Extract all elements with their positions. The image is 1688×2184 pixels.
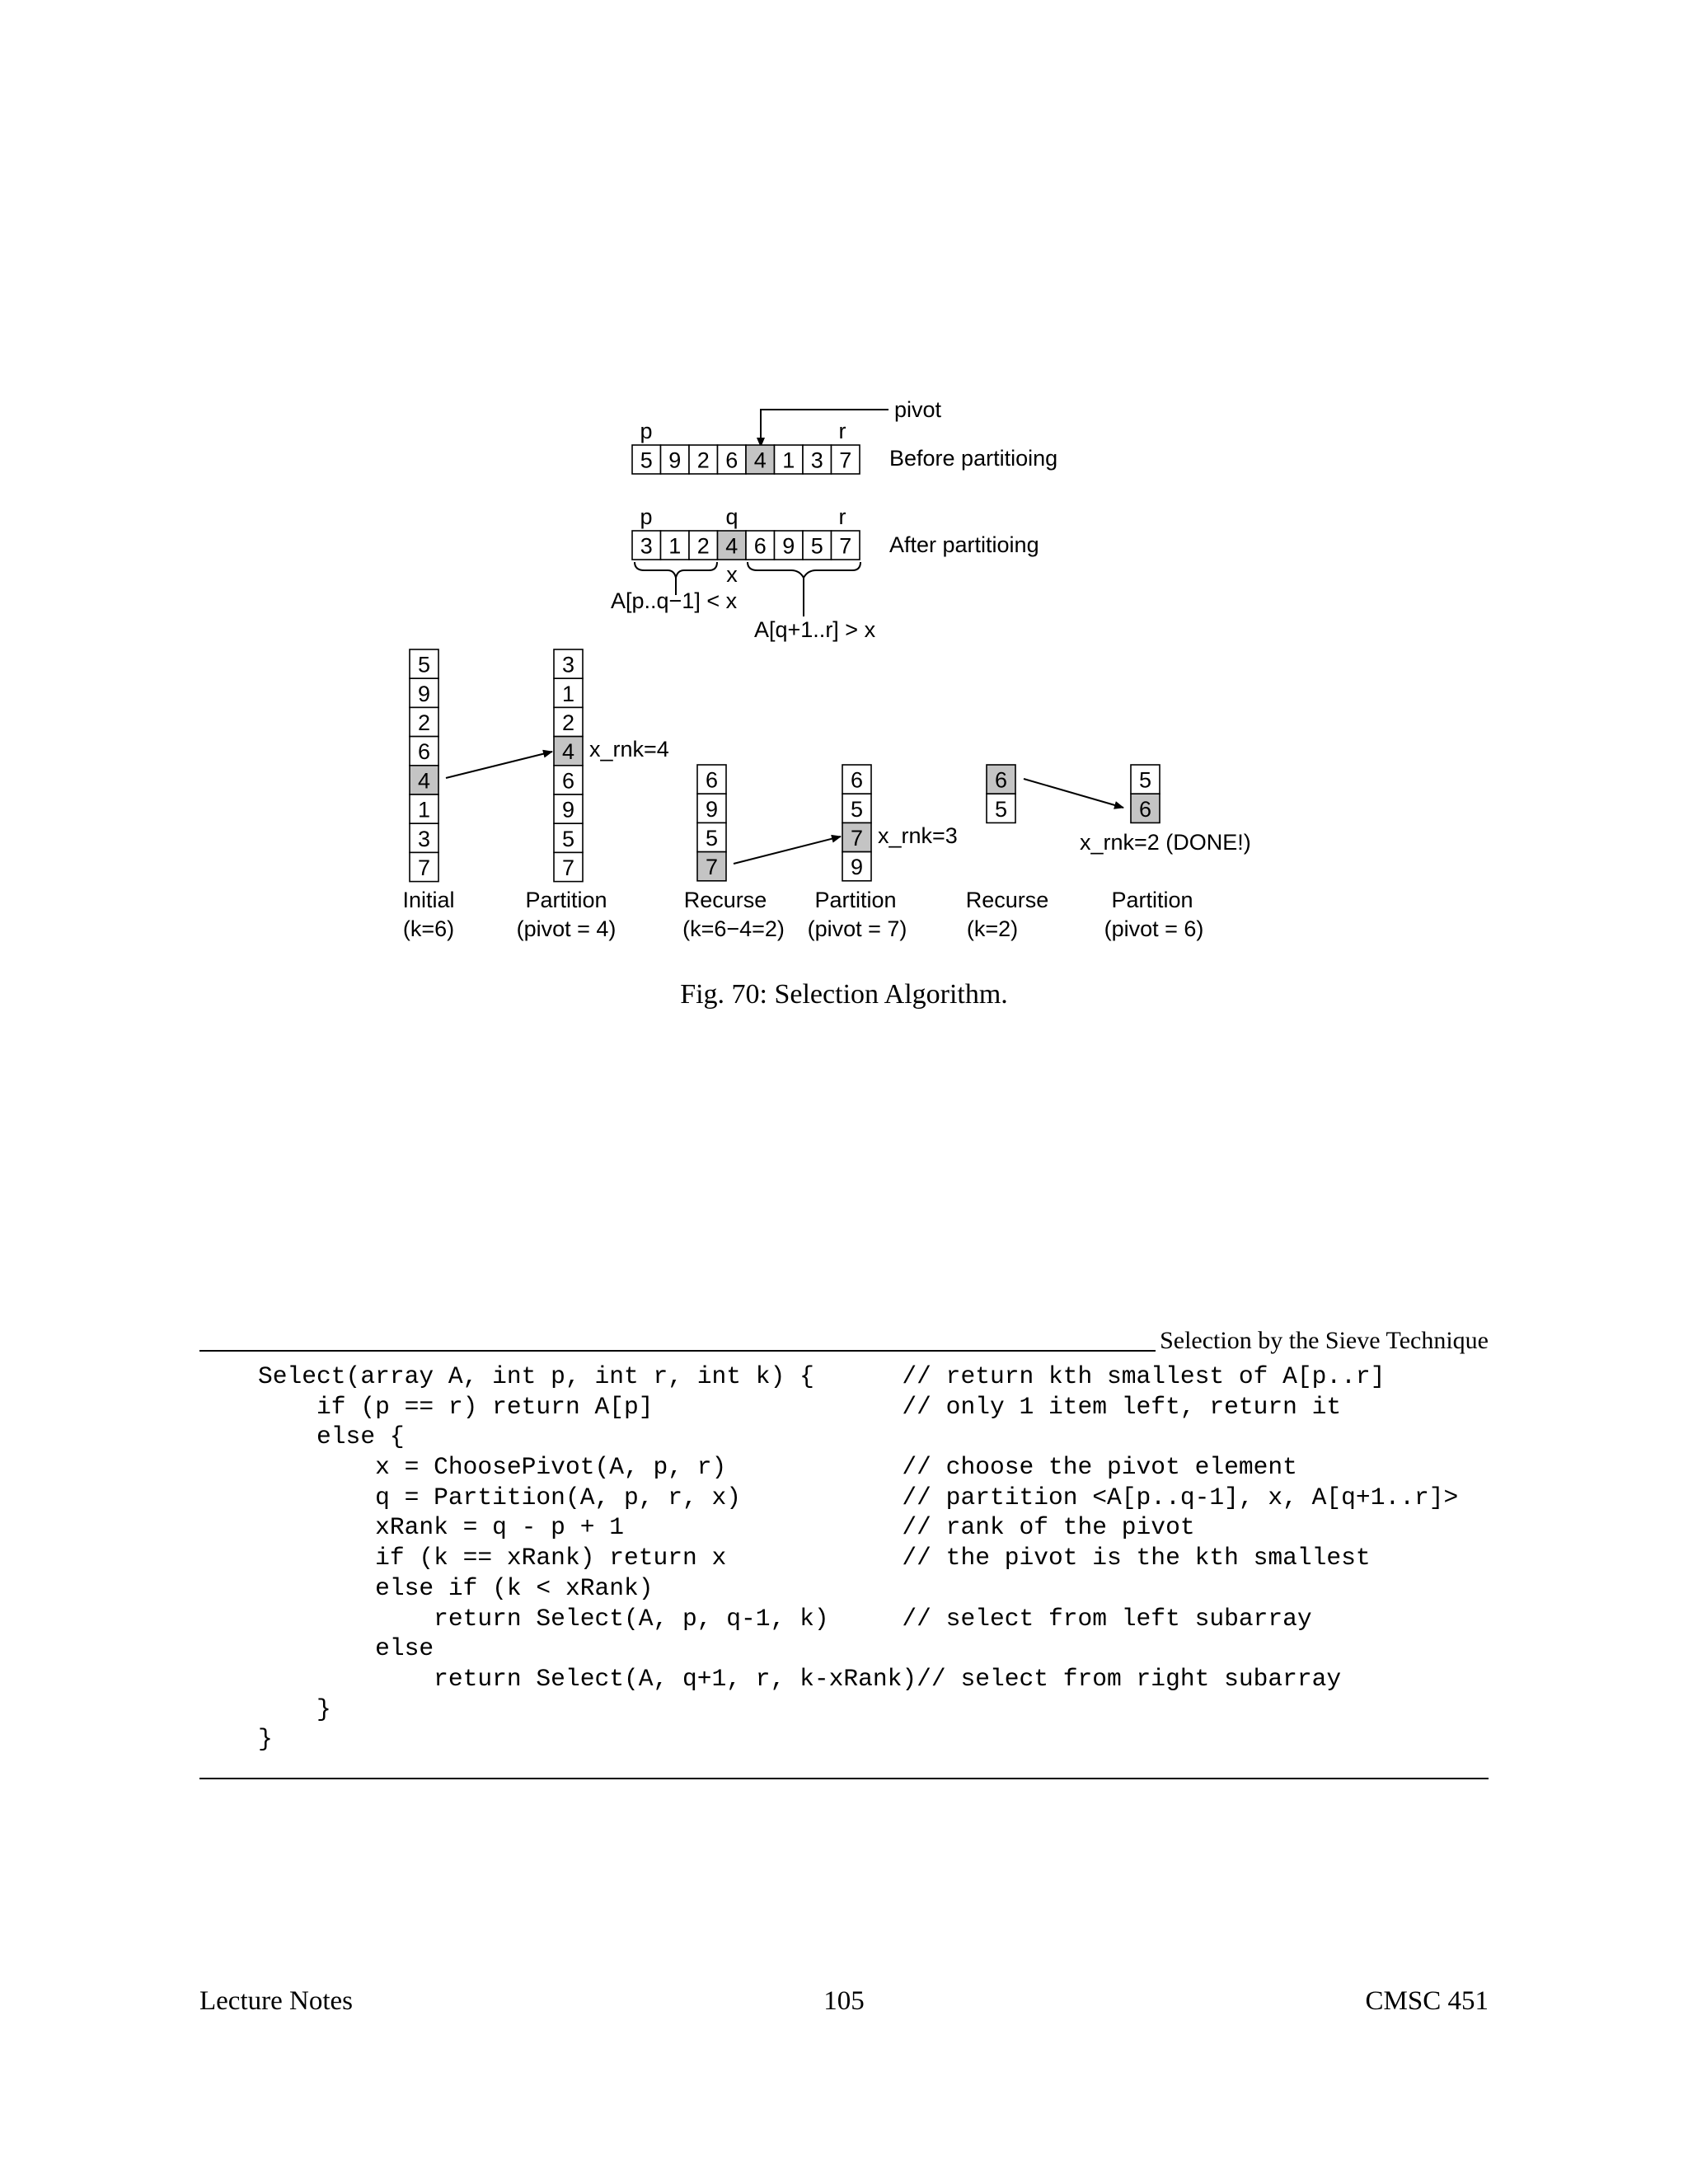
mid-r-label: r bbox=[838, 504, 846, 529]
array-before-partition bbox=[632, 445, 860, 474]
label-recurse-1-k: (k=6−4=2) bbox=[682, 916, 785, 941]
code-line: if (k == xRank) return x // the pivot is the kth smallest bbox=[258, 1544, 1371, 1572]
column-partition-pivot-6 bbox=[1131, 765, 1160, 823]
column-partition-pivot-7 bbox=[842, 765, 871, 881]
label-initial-k: (k=6) bbox=[402, 916, 455, 941]
x-rank-note-3: x_rnk=3 bbox=[878, 823, 958, 848]
column-cell: 7 bbox=[417, 855, 431, 880]
selection-algorithm-figure bbox=[0, 0, 1688, 1071]
label-initial: Initial bbox=[402, 888, 455, 912]
column-cell: 7 bbox=[561, 855, 575, 880]
right-subarray-label: A[q+1..r] > x bbox=[754, 617, 876, 642]
array-cell: 6 bbox=[725, 448, 738, 473]
label-partition-3-pivot: (pivot = 6) bbox=[1104, 916, 1204, 941]
column-cell: 6 bbox=[994, 767, 1008, 793]
array-cell: 5 bbox=[640, 448, 653, 473]
column-cell: 9 bbox=[705, 796, 719, 822]
array-cell: 4 bbox=[725, 533, 738, 559]
pivot-pointer-arrow bbox=[761, 410, 889, 447]
array-cell: 4 bbox=[753, 448, 767, 473]
column-cell: 4 bbox=[417, 768, 431, 794]
figure-caption: Fig. 70: Selection Algorithm. bbox=[680, 979, 1008, 1010]
column-cell: 5 bbox=[994, 796, 1008, 822]
after-partition-caption: After partitioing bbox=[889, 532, 1039, 557]
before-partition-caption: Before partitioing bbox=[889, 446, 1058, 471]
mid-p-label: p bbox=[640, 504, 653, 529]
code-line: else { bbox=[258, 1422, 405, 1451]
label-recurse-2: Recurse bbox=[965, 888, 1049, 912]
column-cell: 6 bbox=[561, 768, 575, 794]
code-line: return Select(A, p, q-1, k) // select from left subarray bbox=[258, 1604, 1312, 1633]
column-cell: 7 bbox=[850, 826, 864, 851]
top-r-label: r bbox=[838, 419, 846, 443]
code-line: Select(array A, int p, int r, int k) { // return kth smallest of A[p..r] bbox=[258, 1362, 1386, 1390]
array-cell: 7 bbox=[839, 533, 852, 559]
left-subarray-brace bbox=[635, 562, 717, 578]
array-cell: 6 bbox=[753, 533, 767, 559]
label-partition-3: Partition bbox=[1111, 888, 1193, 912]
x-label: x bbox=[726, 562, 738, 587]
column-cell: 2 bbox=[561, 710, 575, 735]
footer-page-number: 105 bbox=[823, 1986, 865, 2016]
column-cell: 5 bbox=[705, 826, 719, 851]
code-line: } bbox=[258, 1725, 273, 1754]
transition-arrow-3 bbox=[1024, 779, 1123, 808]
column-cell: 6 bbox=[705, 767, 719, 793]
pivot-label: pivot bbox=[894, 397, 942, 422]
section-title: Selection by the Sieve Technique bbox=[1160, 1327, 1489, 1354]
column-cell: 5 bbox=[850, 796, 864, 822]
column-cell: 5 bbox=[417, 652, 431, 677]
mid-q-label: q bbox=[725, 504, 738, 529]
array-cell: 3 bbox=[640, 533, 653, 559]
column-cell: 3 bbox=[561, 652, 575, 677]
array-cell: 3 bbox=[810, 448, 823, 473]
label-partition-2-pivot: (pivot = 7) bbox=[807, 916, 907, 941]
column-cell: 6 bbox=[1138, 796, 1152, 822]
code-line: q = Partition(A, p, r, x) // partition <A[p..q-1], x, A[q+1..r]> bbox=[258, 1483, 1459, 1511]
column-cell: 9 bbox=[561, 797, 575, 823]
array-cell: 7 bbox=[839, 448, 852, 473]
right-subarray-brace bbox=[748, 562, 860, 578]
transition-arrow-2 bbox=[734, 837, 841, 864]
column-cell: 9 bbox=[417, 681, 431, 706]
code-top-rule bbox=[199, 1350, 1156, 1352]
label-recurse-1: Recurse bbox=[683, 888, 767, 912]
column-cell: 5 bbox=[1138, 767, 1152, 793]
column-cell: 7 bbox=[705, 855, 719, 880]
label-partition-1-pivot: (pivot = 4) bbox=[516, 916, 617, 941]
column-initial bbox=[410, 649, 438, 882]
column-cell: 6 bbox=[417, 739, 431, 765]
code-line: else bbox=[258, 1634, 434, 1663]
code-line: return Select(A, q+1, r, k-xRank)// select from right subarray bbox=[258, 1664, 1342, 1693]
footer-left: Lecture Notes bbox=[199, 1986, 353, 2016]
code-listing bbox=[258, 1361, 1458, 1755]
code-line: if (p == r) return A[p] // only 1 item left, return it bbox=[258, 1392, 1342, 1421]
top-p-label: p bbox=[640, 419, 653, 443]
column-partition-pivot-4 bbox=[554, 649, 583, 882]
column-cell: 6 bbox=[850, 767, 864, 793]
column-recurse-k-2b bbox=[987, 765, 1015, 823]
column-cell: 3 bbox=[417, 826, 431, 851]
column-cell: 1 bbox=[417, 797, 431, 823]
code-bottom-rule bbox=[199, 1778, 1489, 1779]
array-cell: 1 bbox=[668, 533, 682, 559]
code-line: else if (k < xRank) bbox=[258, 1573, 654, 1602]
array-cell: 1 bbox=[782, 448, 795, 473]
column-recurse-k-2 bbox=[697, 765, 726, 881]
left-subarray-label: A[p..q−1] < x bbox=[611, 588, 738, 613]
column-cell: 4 bbox=[561, 739, 575, 765]
code-line: xRank = q - p + 1 // rank of the pivot bbox=[258, 1513, 1195, 1542]
column-cell: 5 bbox=[561, 826, 575, 851]
x-rank-note-4: x_rnk=4 bbox=[589, 737, 669, 762]
array-after-partition bbox=[632, 531, 860, 560]
transition-arrow-1 bbox=[446, 752, 552, 778]
array-cell: 9 bbox=[668, 448, 682, 473]
column-cell: 9 bbox=[850, 855, 864, 880]
array-cell: 5 bbox=[810, 533, 823, 559]
footer-right: CMSC 451 bbox=[1365, 1986, 1489, 2016]
x-rank-note-2: x_rnk=2 (DONE!) bbox=[1080, 830, 1251, 855]
label-partition-2: Partition bbox=[814, 888, 897, 912]
array-cell: 9 bbox=[782, 533, 795, 559]
array-cell: 2 bbox=[696, 448, 710, 473]
column-cell: 1 bbox=[561, 681, 575, 706]
code-line: } bbox=[258, 1694, 331, 1723]
array-cell: 2 bbox=[696, 533, 710, 559]
column-cell: 2 bbox=[417, 710, 431, 735]
code-line: x = ChoosePivot(A, p, r) // choose the pivot element bbox=[258, 1453, 1297, 1482]
label-partition-1: Partition bbox=[525, 888, 607, 912]
label-recurse-2-k: (k=2) bbox=[966, 916, 1019, 941]
